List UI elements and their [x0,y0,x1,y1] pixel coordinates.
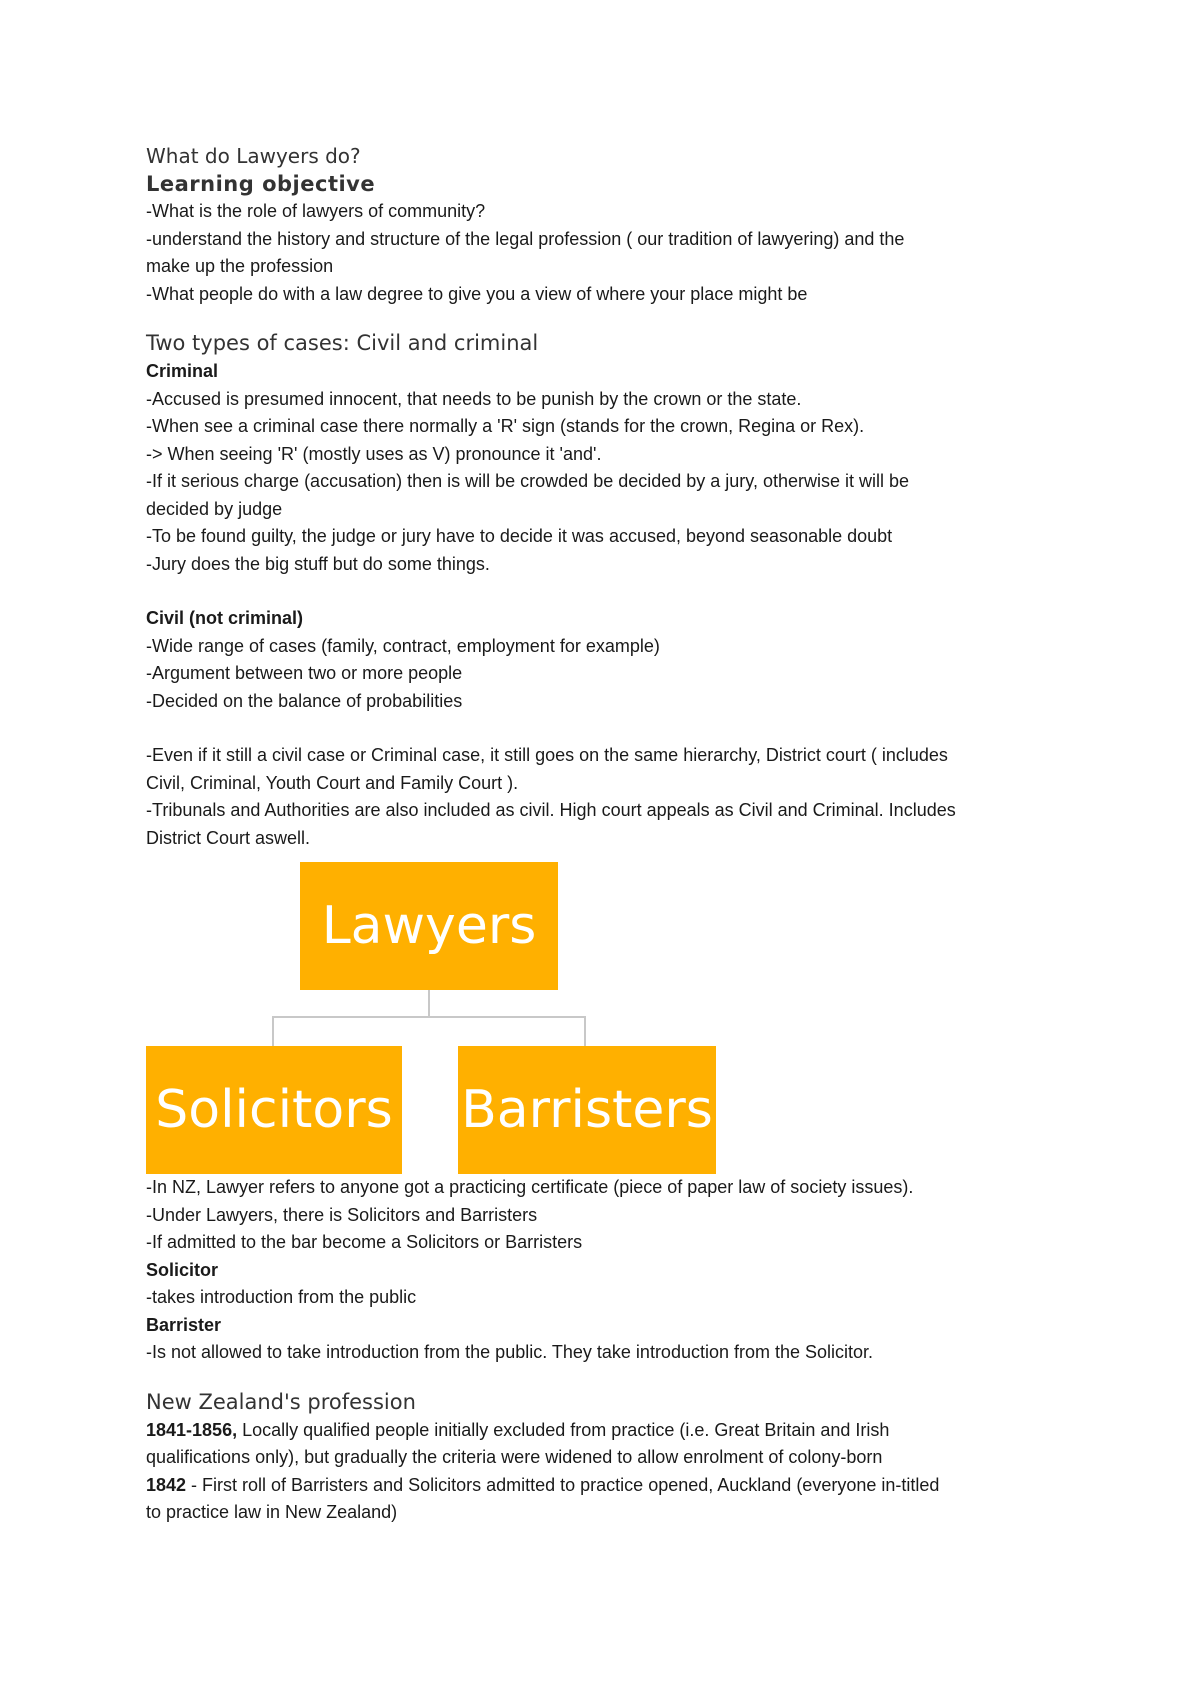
objective-line: make up the profession [146,256,334,276]
solicitors-box: Solicitors [146,1046,402,1174]
objective-line: -understand the history and structure of the legal profession ( our tradition of lawyering) and the [146,228,905,249]
civil-line: -Argument between two or more people [146,663,463,683]
criminal-line: -> When seeing 'R' (mostly uses as V) pronounce it 'and'. [146,443,602,464]
connector-line [272,1016,274,1046]
lawyers-hierarchy-diagram [146,862,866,1174]
nz-heading: New Zealand's profession [146,1389,416,1414]
criminal-line: -To be found guilty, the judge or jury have to decide it was accused, beyond seasonable doubt [146,526,893,546]
criminal-line: decided by judge [146,498,283,519]
nz-item-text: Locally qualified people initially excluded from practice (i.e. Great Britain and Irish [237,1419,890,1440]
objective-line: -What is the role of lawyers of community? [146,201,486,221]
nz-item-year: 1842 [146,1474,187,1495]
criminal-line: -Accused is presumed innocent, that needs to be punish by the crown or the state. [146,388,802,409]
hierarchy-line: -Even if it still a civil case or Criminal case, it still goes on the same hierarchy, District court ( includes [146,745,948,765]
connector-line [428,990,430,1017]
lawyer-line: -In NZ, Lawyer refers to anyone got a practicing certificate (piece of paper law of society issues). [146,1177,914,1197]
nz-item [146,1472,1076,1500]
lawyers-box: Lawyers [300,862,558,990]
civil-line: -Decided on the balance of probabilities [146,690,463,711]
civil-line: -Wide range of cases (family, contract, employment for example) [146,635,660,656]
barrister-label: Barrister [146,1314,222,1335]
objective-heading: Learning objective [146,172,376,196]
document-page [146,142,1076,1527]
nz-item-cont: qualifications only), but gradually the criteria were widened to allow enrolment of colony-born [146,1447,883,1467]
lawyer-line: -If admitted to the bar become a Solicitors or Barristers [146,1232,583,1252]
barrister-line: -Is not allowed to take introduction from the public. They take introduction from the Solicitor. [146,1342,874,1362]
objective-line: -What people do with a law degree to give you a view of where your place might be [146,283,808,304]
lawyer-line: -Under Lawyers, there is Solicitors and Barristers [146,1204,538,1225]
nz-item-cont: to practice law in New Zealand) [146,1502,398,1522]
hierarchy-line: District Court aswell. [146,827,311,848]
hierarchy-line: Civil, Criminal, Youth Court and Family Court ). [146,772,519,793]
criminal-line: -Jury does the big stuff but do some things. [146,553,490,574]
hierarchy-line: -Tribunals and Authorities are also included as civil. High court appeals as Civil and Criminal. Includes [146,800,956,820]
connector-line [272,1016,584,1018]
page-title: What do Lawyers do? [146,144,361,168]
solicitor-line: -takes introduction from the public [146,1287,417,1307]
criminal-line: -If it serious charge (accusation) then is will be crowded be decided by a jury, otherwise it will be [146,471,910,491]
nz-item-text: - First roll of Barristers and Solicitors admitted to practice opened, Auckland (everyone in-titled [186,1474,940,1495]
connector-line [584,1016,586,1046]
criminal-line: -When see a criminal case there normally a 'R' sign (stands for the crown, Regina or Rex). [146,416,865,436]
criminal-label: Criminal [146,361,219,381]
cases-heading: Two types of cases: Civil and criminal [146,331,539,355]
civil-label: Civil (not criminal) [146,608,304,628]
nz-item [146,1417,1076,1445]
nz-item-year: 1841-1856, [146,1419,238,1440]
solicitor-label: Solicitor [146,1259,219,1280]
barristers-box: Barristers [458,1046,716,1174]
